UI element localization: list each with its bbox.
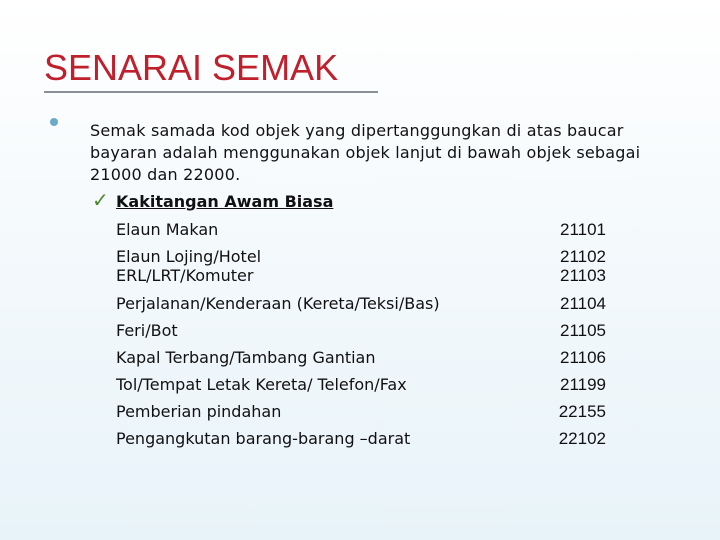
- list-item: [116, 320, 606, 342]
- subheading: Kakitangan Awam Biasa: [116, 192, 334, 211]
- list-item: [116, 401, 606, 423]
- item-name: Pemberian pindahan: [116, 402, 282, 421]
- item-name: Feri/Bot: [116, 321, 178, 340]
- item-code: 21106: [559, 348, 606, 367]
- item-code: 21103: [559, 266, 606, 285]
- item-code: 22155: [558, 402, 606, 421]
- item-code: 22102: [558, 429, 606, 448]
- item-name: Elaun Lojing/Hotel: [116, 247, 262, 266]
- list-item: [116, 428, 606, 450]
- item-name: Kapal Terbang/Tambang Gantian: [116, 348, 376, 367]
- bullet-text: Semak samada kod objek yang dipertanggungkan di atas baucar bayaran adalah menggunakan objek lanjut di bawah objek sebagai 21000 dan 22000.: [90, 121, 641, 184]
- list-item: [116, 265, 606, 287]
- item-name: Perjalanan/Kenderaan (Kereta/Teksi/Bas): [116, 294, 440, 313]
- slide-title: SENARAI SEMAK: [44, 47, 339, 88]
- list-item: [116, 374, 606, 396]
- item-code: 21104: [559, 294, 606, 313]
- item-code: 21102: [559, 247, 606, 266]
- item-name: ERL/LRT/Komuter: [116, 266, 254, 285]
- item-code: 21105: [559, 321, 606, 340]
- list-item: [116, 219, 606, 241]
- bullet-icon: [50, 118, 58, 126]
- title-underline: [44, 91, 378, 93]
- check-icon: ✓: [92, 188, 109, 212]
- item-code: 21101: [559, 220, 606, 239]
- list-item: [116, 293, 606, 315]
- item-code: 21199: [559, 375, 606, 394]
- item-name: Pengangkutan barang-barang –darat: [116, 429, 411, 448]
- item-name: Elaun Makan: [116, 220, 219, 239]
- list-item: [116, 347, 606, 369]
- item-name: Tol/Tempat Letak Kereta/ Telefon/Fax: [116, 375, 407, 394]
